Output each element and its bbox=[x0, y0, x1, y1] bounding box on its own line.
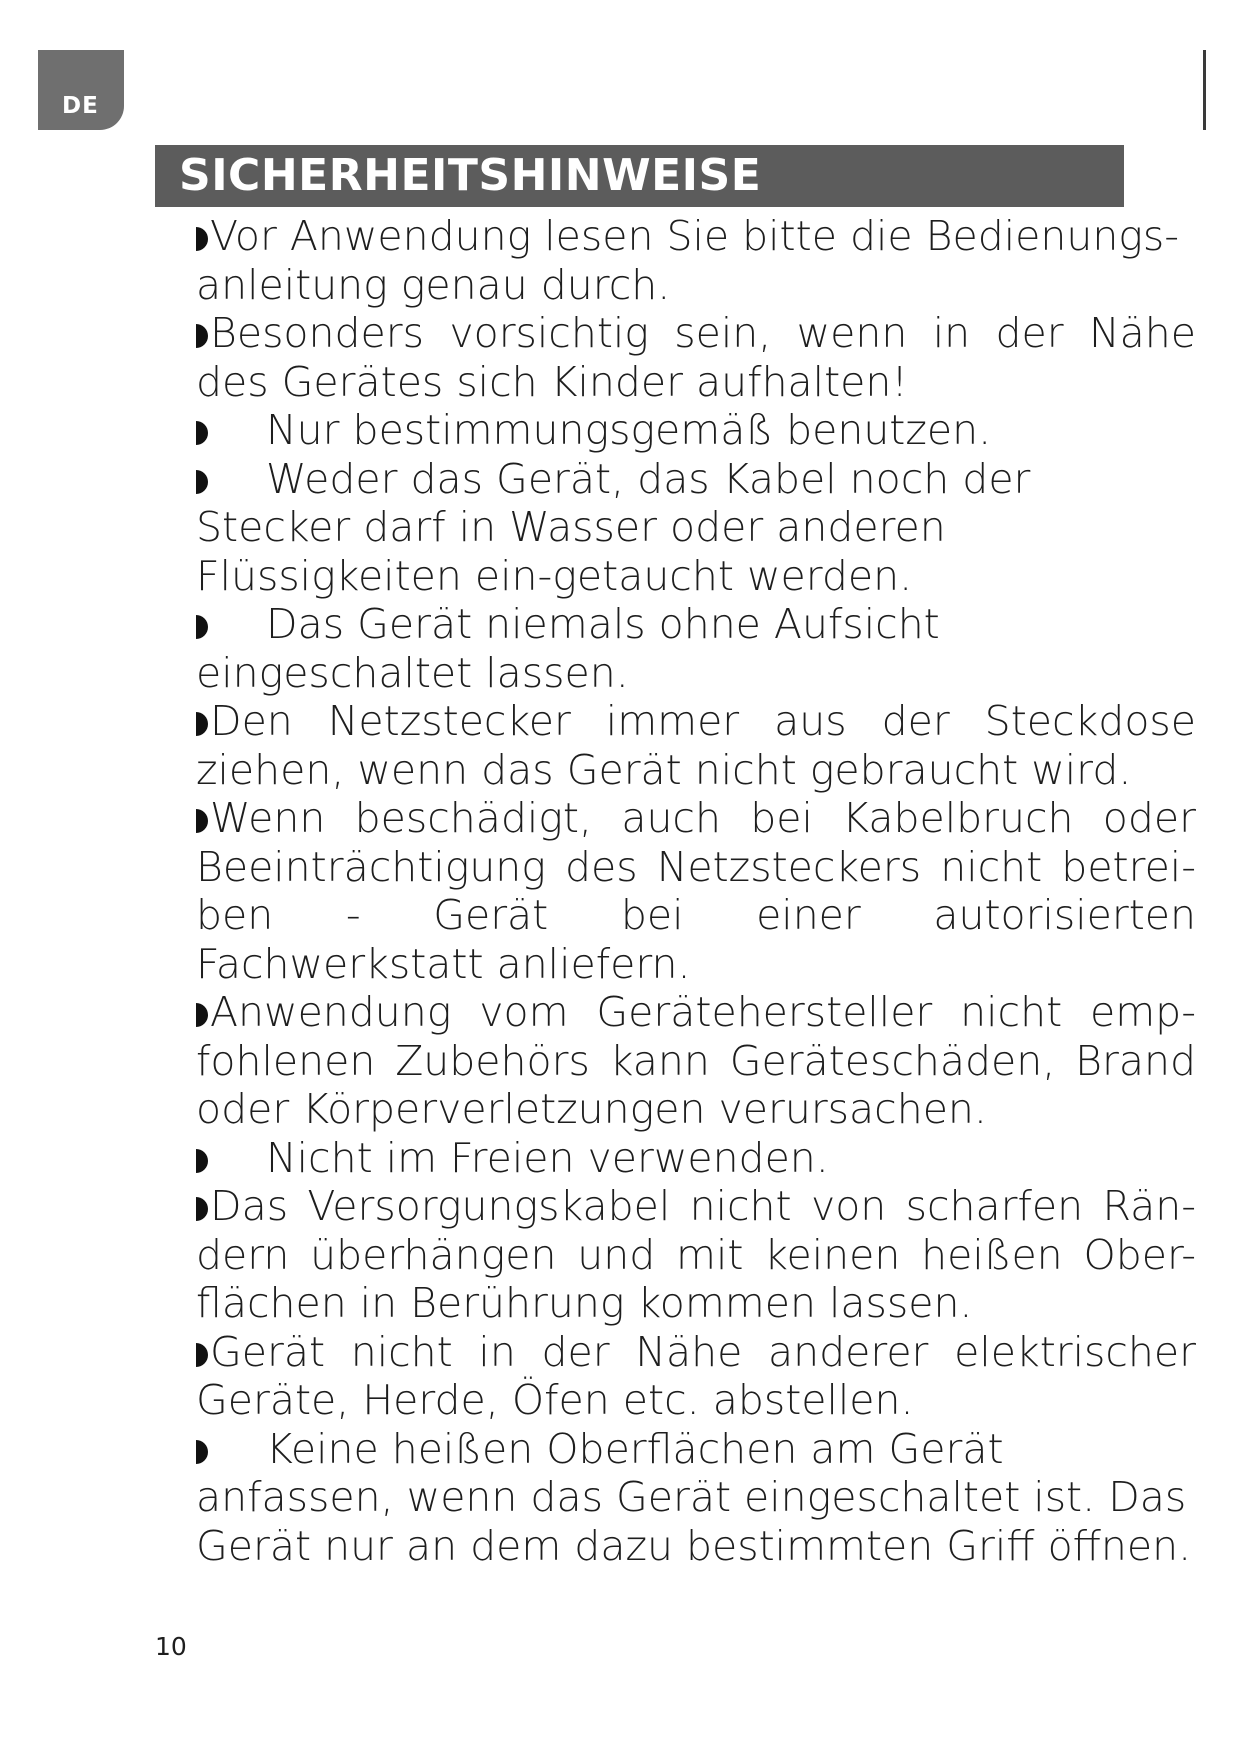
list-item-text: Vor Anwendung lesen Sie bitte die Bedienungs-anleitung genau durch. bbox=[196, 212, 1180, 309]
list-item-text: Weder das Gerät, das Kabel noch der Stecker darf in Wasser oder anderen Flüssigkeiten ein-getaucht werden. bbox=[196, 454, 1031, 600]
list-item bbox=[196, 406, 1196, 455]
list-item-text: Den Netzstecker immer aus der Steckdose ziehen, wenn das Gerät nicht gebraucht wird. bbox=[196, 697, 1196, 794]
bullet-icon bbox=[196, 809, 208, 833]
bullet-icon bbox=[196, 712, 208, 736]
list-item-text: Das Versorgungskabel nicht von scharfen Rän-dern überhängen und mit keinen heißen Ober-flächen in Berührung kommen lassen. bbox=[196, 1182, 1196, 1327]
list-item bbox=[196, 794, 1196, 988]
safety-instructions-list bbox=[196, 212, 1196, 1570]
bullet-icon bbox=[196, 1440, 208, 1464]
list-item bbox=[196, 1328, 1196, 1425]
list-item bbox=[196, 600, 1196, 697]
list-item bbox=[196, 309, 1196, 406]
language-tab-label: DE bbox=[62, 93, 99, 119]
list-item-text: Keine heißen Oberflächen am Gerät anfassen, wenn das Gerät eingeschaltet ist. Das Gerät nur an dem dazu bestimmten Griff öffnen. bbox=[196, 1424, 1192, 1570]
list-item-text: Das Gerät niemals ohne Aufsicht eingeschaltet lassen. bbox=[196, 600, 940, 697]
list-item-text: Wenn beschädigt, auch bei Kabelbruch oder Beeinträchtigung des Netzsteckers nicht betrei-ben - Gerät bei einer autorisierten Fachwerkstatt anliefern. bbox=[196, 794, 1196, 988]
bullet-icon bbox=[196, 1149, 208, 1173]
bullet-icon bbox=[196, 615, 208, 639]
bullet-icon bbox=[196, 227, 208, 251]
list-item-text: Nur bestimmungsgemäß benutzen. bbox=[266, 406, 992, 454]
list-item-text: Nicht im Freien verwenden. bbox=[266, 1133, 829, 1182]
list-item bbox=[196, 455, 1196, 601]
list-item-text: Anwendung vom Gerätehersteller nicht emp-fohlenen Zubehörs kann Geräteschäden, Brand oder Körperverletzungen verursachen. bbox=[196, 988, 1196, 1133]
bullet-icon bbox=[196, 1197, 208, 1221]
section-title-bar bbox=[155, 145, 1124, 207]
list-item bbox=[196, 1425, 1196, 1571]
page-title: SICHERHEITSHINWEISE bbox=[179, 150, 762, 201]
list-item bbox=[196, 697, 1196, 794]
list-item-text: Gerät nicht in der Nähe anderer elektrischer Geräte, Herde, Öfen etc. abstellen. bbox=[196, 1327, 1196, 1424]
list-item-text: Besonders vorsichtig sein, wenn in der Nähe des Gerätes sich Kinder aufhalten! bbox=[196, 309, 1196, 406]
list-item bbox=[196, 1134, 1196, 1183]
bullet-icon bbox=[196, 324, 208, 348]
page-number: 10 bbox=[155, 1632, 187, 1661]
list-item bbox=[196, 988, 1196, 1134]
list-item bbox=[196, 212, 1196, 309]
bullet-icon bbox=[196, 1343, 208, 1367]
page-edge-mark bbox=[1203, 50, 1206, 130]
language-tab bbox=[38, 50, 124, 130]
bullet-icon bbox=[196, 470, 208, 494]
bullet-icon bbox=[196, 1003, 208, 1027]
list-item bbox=[196, 1182, 1196, 1328]
bullet-icon bbox=[196, 421, 208, 445]
